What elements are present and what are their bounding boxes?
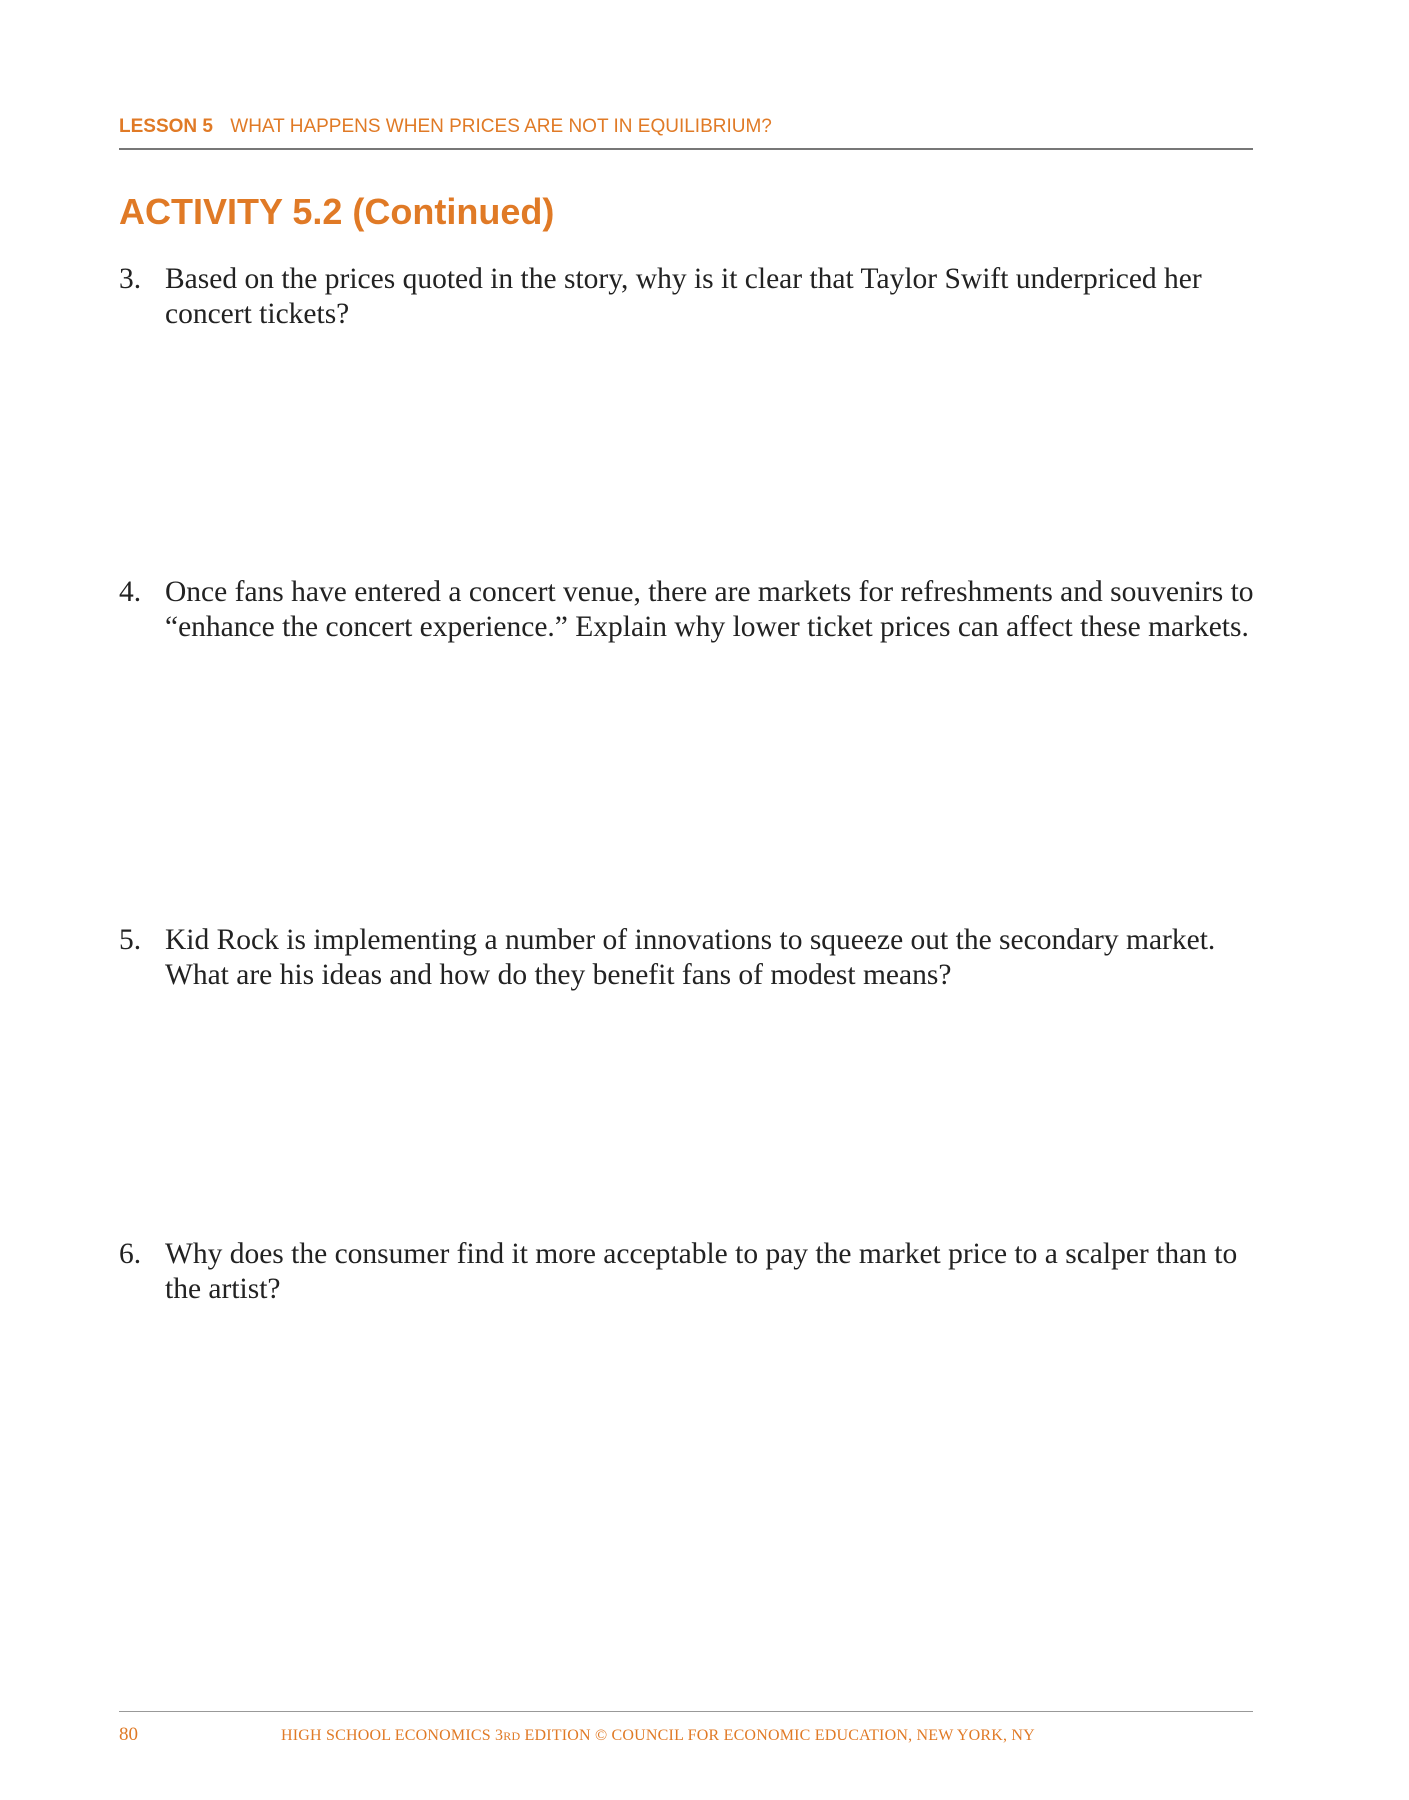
question-text: Why does the consumer find it more acceptable to pay the market price to a scalper than to the artist?	[165, 1238, 1238, 1305]
question-6	[119, 1237, 1254, 1307]
page-footer	[119, 1711, 1253, 1751]
credit-edition-suffix: RD	[503, 1729, 521, 1743]
credit-publisher: EDITION © COUNCIL FOR ECONOMIC EDUCATION, NEW YORK, NY	[520, 1727, 1035, 1744]
question-text: Kid Rock is implementing a number of innovations to squeeze out the secondary market. What are his ideas and how do they benefit fans of modest means?	[165, 924, 1216, 991]
lesson-topic: WHAT HAPPENS WHEN PRICES ARE NOT IN EQUILIBRIUM?	[230, 116, 772, 137]
running-header	[119, 116, 1253, 150]
question-number: 3.	[119, 263, 142, 295]
question-number: 6.	[119, 1238, 142, 1270]
question-number: 4.	[119, 576, 142, 608]
question-text: Based on the prices quoted in the story, why is it clear that Taylor Swift underpriced her concert tickets?	[165, 263, 1202, 330]
question-3	[119, 262, 1254, 332]
credit-title: HIGH SCHOOL ECONOMICS 3	[281, 1727, 504, 1744]
page-number: 80	[119, 1724, 138, 1745]
question-4	[119, 575, 1254, 645]
activity-title: ACTIVITY 5.2 (Continued)	[119, 191, 555, 232]
question-text: Once fans have entered a concert venue, there are markets for refreshments and souvenirs to “enhance the concert experience.” Explain why lower ticket prices can affect these markets.	[165, 576, 1254, 643]
question-5	[119, 923, 1254, 993]
copyright-credit	[281, 1726, 1035, 1746]
question-number: 5.	[119, 924, 142, 956]
lesson-label: LESSON 5	[119, 116, 213, 137]
